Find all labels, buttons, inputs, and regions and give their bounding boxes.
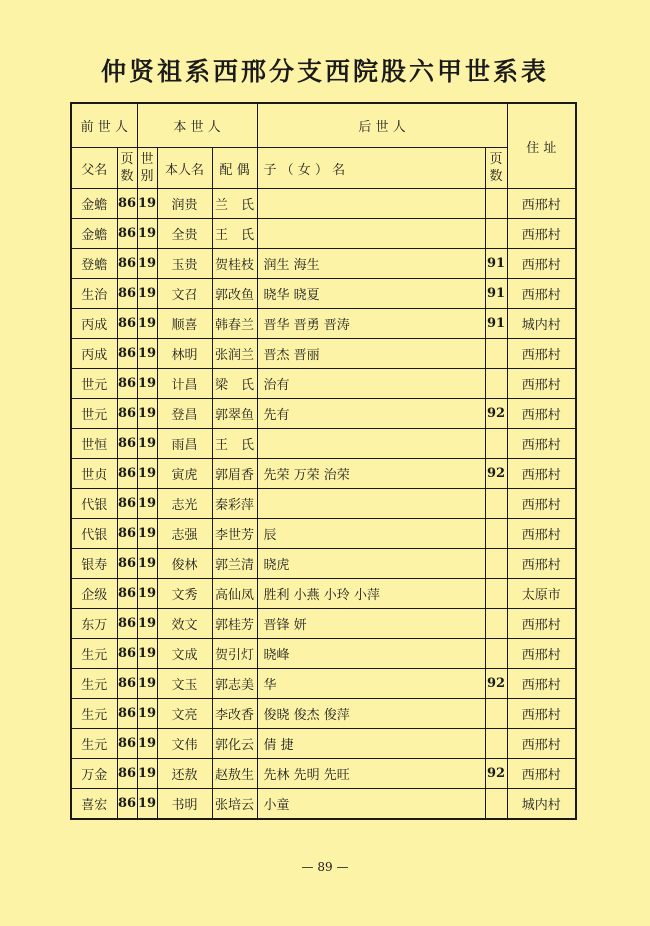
table-row: [71, 219, 576, 249]
spouse-cell: 王 氏: [212, 429, 257, 459]
children-cell: 小童: [257, 789, 485, 820]
father-name-cell: 世贞: [71, 459, 117, 489]
page-number: — 89 —: [301, 860, 349, 874]
father-name-cell: 万金: [71, 759, 117, 789]
spouse-cell: 高仙凤: [212, 579, 257, 609]
address-cell: 西邢村: [507, 219, 576, 249]
spouse-cell: 梁 氏: [212, 369, 257, 399]
page-cell: 86: [117, 189, 137, 219]
page-cell: 86: [117, 279, 137, 309]
page-cell: 86: [117, 219, 137, 249]
address-cell: 西邢村: [507, 369, 576, 399]
self-name-cell: 文伟: [157, 729, 212, 759]
generation-cell: 19: [137, 279, 157, 309]
spouse-cell: 贺桂枝: [212, 249, 257, 279]
table-row: [71, 399, 576, 429]
page-cell: 86: [117, 579, 137, 609]
self-name-cell: 还敖: [157, 759, 212, 789]
spouse-cell: 贺引灯: [212, 639, 257, 669]
generation-cell: 19: [137, 519, 157, 549]
table-row: [71, 249, 576, 279]
self-name-cell: 计昌: [157, 369, 212, 399]
address-cell: 西邢村: [507, 729, 576, 759]
generation-cell: 19: [137, 219, 157, 249]
header-father-name: 父名: [71, 148, 117, 189]
children-page-cell: [485, 609, 507, 639]
generation-cell: 19: [137, 369, 157, 399]
self-name-cell: 俊林: [157, 549, 212, 579]
header-address: 住 址: [507, 103, 576, 189]
header-later: 后 世 人: [257, 103, 507, 148]
children-cell: 倩 捷: [257, 729, 485, 759]
generation-cell: 19: [137, 429, 157, 459]
spouse-cell: 郭翠鱼: [212, 399, 257, 429]
header-page-1: 页 数: [117, 148, 137, 189]
header-previous: 前 世 人: [71, 103, 137, 148]
address-cell: 西邢村: [507, 249, 576, 279]
address-cell: 西邢村: [507, 489, 576, 519]
children-cell: 治有: [257, 369, 485, 399]
table-row: [71, 429, 576, 459]
table-row: [71, 369, 576, 399]
address-cell: 城内村: [507, 309, 576, 339]
header-self-name: 本人名: [157, 148, 212, 189]
father-name-cell: 银寿: [71, 549, 117, 579]
address-cell: 西邢村: [507, 189, 576, 219]
self-name-cell: 登昌: [157, 399, 212, 429]
spouse-cell: 郭改鱼: [212, 279, 257, 309]
page-title: 仲贤祖系西邢分支西院股六甲世系表: [100, 57, 549, 86]
children-cell: [257, 489, 485, 519]
children-page-cell: 92: [485, 759, 507, 789]
children-page-cell: 91: [485, 279, 507, 309]
generation-cell: 19: [137, 189, 157, 219]
table-row: [71, 339, 576, 369]
father-name-cell: 生元: [71, 669, 117, 699]
table-row: [71, 549, 576, 579]
self-name-cell: 志光: [157, 489, 212, 519]
spouse-cell: 郭化云: [212, 729, 257, 759]
address-cell: 西邢村: [507, 669, 576, 699]
generation-cell: 19: [137, 249, 157, 279]
generation-cell: 19: [137, 489, 157, 519]
father-name-cell: 生元: [71, 699, 117, 729]
children-cell: 辰: [257, 519, 485, 549]
generation-cell: 19: [137, 549, 157, 579]
self-name-cell: 效文: [157, 609, 212, 639]
spouse-cell: 郭眉香: [212, 459, 257, 489]
generation-cell: 19: [137, 669, 157, 699]
spouse-cell: 王 氏: [212, 219, 257, 249]
children-cell: 华: [257, 669, 485, 699]
page-cell: 86: [117, 789, 137, 820]
father-name-cell: 生元: [71, 639, 117, 669]
table-row: [71, 519, 576, 549]
page-cell: 86: [117, 369, 137, 399]
address-cell: 西邢村: [507, 399, 576, 429]
generation-cell: 19: [137, 399, 157, 429]
father-name-cell: 登蟾: [71, 249, 117, 279]
page-cell: 86: [117, 609, 137, 639]
spouse-cell: 韩春兰: [212, 309, 257, 339]
address-cell: 西邢村: [507, 339, 576, 369]
address-cell: 太原市: [507, 579, 576, 609]
self-name-cell: 文成: [157, 639, 212, 669]
generation-cell: 19: [137, 309, 157, 339]
father-name-cell: 金蟾: [71, 189, 117, 219]
father-name-cell: 生治: [71, 279, 117, 309]
table-row: [71, 189, 576, 219]
page-cell: 86: [117, 549, 137, 579]
spouse-cell: 秦彩萍: [212, 489, 257, 519]
children-cell: 晓峰: [257, 639, 485, 669]
children-cell: 晓华 晓夏: [257, 279, 485, 309]
address-cell: 西邢村: [507, 459, 576, 489]
children-cell: [257, 219, 485, 249]
generation-cell: 19: [137, 789, 157, 820]
children-cell: 先有: [257, 399, 485, 429]
table-row: [71, 579, 576, 609]
self-name-cell: 顺喜: [157, 309, 212, 339]
header-children: 子 （ 女 ） 名: [257, 148, 485, 189]
generation-cell: 19: [137, 699, 157, 729]
table-row: [71, 729, 576, 759]
table-row: [71, 759, 576, 789]
self-name-cell: 林明: [157, 339, 212, 369]
self-name-cell: 寅虎: [157, 459, 212, 489]
address-cell: 西邢村: [507, 759, 576, 789]
spouse-cell: 郭兰清: [212, 549, 257, 579]
page-cell: 86: [117, 429, 137, 459]
father-name-cell: 世元: [71, 399, 117, 429]
spouse-cell: 赵敖生: [212, 759, 257, 789]
self-name-cell: 文秀: [157, 579, 212, 609]
header-spouse: 配 偶: [212, 148, 257, 189]
table-row: [71, 459, 576, 489]
father-name-cell: 企级: [71, 579, 117, 609]
children-page-cell: [485, 639, 507, 669]
address-cell: 西邢村: [507, 519, 576, 549]
header-row-2: [71, 148, 576, 189]
spouse-cell: 郭桂芳: [212, 609, 257, 639]
self-name-cell: 润贵: [157, 189, 212, 219]
table-row: [71, 669, 576, 699]
page-cell: 86: [117, 309, 137, 339]
spouse-cell: 张润兰: [212, 339, 257, 369]
father-name-cell: 金蟾: [71, 219, 117, 249]
children-page-cell: 92: [485, 459, 507, 489]
generation-cell: 19: [137, 759, 157, 789]
address-cell: 西邢村: [507, 639, 576, 669]
spouse-cell: 李世芳: [212, 519, 257, 549]
children-page-cell: [485, 789, 507, 820]
father-name-cell: 代银: [71, 489, 117, 519]
children-page-cell: 92: [485, 669, 507, 699]
table-row: [71, 279, 576, 309]
self-name-cell: 志强: [157, 519, 212, 549]
children-page-cell: 91: [485, 309, 507, 339]
children-cell: 晋杰 晋丽: [257, 339, 485, 369]
generation-cell: 19: [137, 579, 157, 609]
father-name-cell: 东万: [71, 609, 117, 639]
generation-cell: 19: [137, 339, 157, 369]
table-row: [71, 309, 576, 339]
address-cell: 西邢村: [507, 609, 576, 639]
father-name-cell: 世元: [71, 369, 117, 399]
page-cell: 86: [117, 669, 137, 699]
generation-cell: 19: [137, 639, 157, 669]
children-page-cell: 92: [485, 399, 507, 429]
table-row: [71, 609, 576, 639]
children-page-cell: [485, 579, 507, 609]
spouse-cell: 李改香: [212, 699, 257, 729]
address-cell: 西邢村: [507, 549, 576, 579]
children-cell: 俊晓 俊杰 俊萍: [257, 699, 485, 729]
father-name-cell: 代银: [71, 519, 117, 549]
address-cell: 西邢村: [507, 699, 576, 729]
address-cell: 西邢村: [507, 279, 576, 309]
generation-cell: 19: [137, 729, 157, 759]
spouse-cell: 郭志美: [212, 669, 257, 699]
genealogy-table: [70, 102, 577, 820]
table-row: [71, 639, 576, 669]
children-page-cell: [485, 219, 507, 249]
header-page-2: 页 数: [485, 148, 507, 189]
father-name-cell: 丙成: [71, 339, 117, 369]
children-cell: 晓虎: [257, 549, 485, 579]
table-row: [71, 489, 576, 519]
children-cell: 晋锋 妍: [257, 609, 485, 639]
table-row: [71, 789, 576, 820]
children-cell: [257, 429, 485, 459]
children-page-cell: [485, 549, 507, 579]
page-cell: 86: [117, 249, 137, 279]
children-page-cell: [485, 699, 507, 729]
children-cell: 晋华 晋勇 晋涛: [257, 309, 485, 339]
page-cell: 86: [117, 519, 137, 549]
page-cell: 86: [117, 459, 137, 489]
children-page-cell: [485, 189, 507, 219]
children-page-cell: [485, 519, 507, 549]
address-cell: 城内村: [507, 789, 576, 820]
page-cell: 86: [117, 339, 137, 369]
spouse-cell: 张培云: [212, 789, 257, 820]
header-self: 本 世 人: [137, 103, 257, 148]
children-cell: 先林 先明 先旺: [257, 759, 485, 789]
father-name-cell: 世恒: [71, 429, 117, 459]
page-cell: 86: [117, 399, 137, 429]
table-row: [71, 699, 576, 729]
page-cell: 86: [117, 639, 137, 669]
page-cell: 86: [117, 699, 137, 729]
self-name-cell: 书明: [157, 789, 212, 820]
self-name-cell: 文玉: [157, 669, 212, 699]
self-name-cell: 玉贵: [157, 249, 212, 279]
children-cell: 润生 海生: [257, 249, 485, 279]
page-cell: 86: [117, 759, 137, 789]
page-cell: 86: [117, 729, 137, 759]
children-page-cell: [485, 429, 507, 459]
generation-cell: 19: [137, 459, 157, 489]
spouse-cell: 兰 氏: [212, 189, 257, 219]
children-page-cell: [485, 729, 507, 759]
page-cell: 86: [117, 489, 137, 519]
children-page-cell: 91: [485, 249, 507, 279]
children-cell: 胜利 小燕 小玲 小萍: [257, 579, 485, 609]
self-name-cell: 全贵: [157, 219, 212, 249]
children-page-cell: [485, 339, 507, 369]
self-name-cell: 雨昌: [157, 429, 212, 459]
children-cell: [257, 189, 485, 219]
generation-cell: 19: [137, 609, 157, 639]
header-row-1: [71, 103, 576, 148]
father-name-cell: 生元: [71, 729, 117, 759]
father-name-cell: 喜宏: [71, 789, 117, 820]
header-generation: 世 别: [137, 148, 157, 189]
address-cell: 西邢村: [507, 429, 576, 459]
children-page-cell: [485, 489, 507, 519]
self-name-cell: 文召: [157, 279, 212, 309]
children-cell: 先荣 万荣 治荣: [257, 459, 485, 489]
children-page-cell: [485, 369, 507, 399]
father-name-cell: 丙成: [71, 309, 117, 339]
self-name-cell: 文亮: [157, 699, 212, 729]
